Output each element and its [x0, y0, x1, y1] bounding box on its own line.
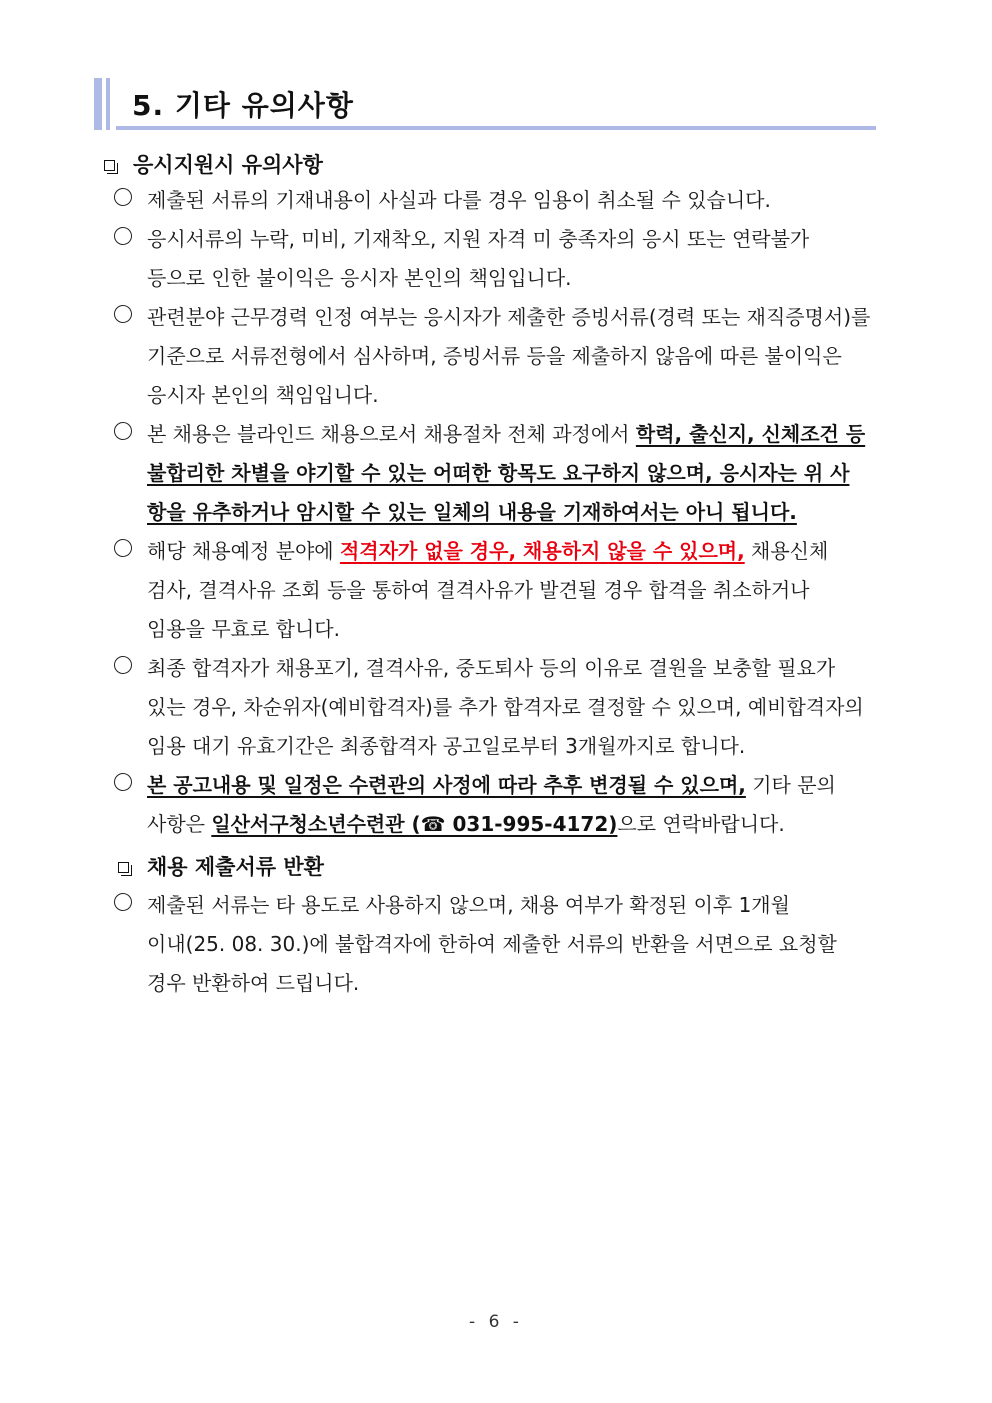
list-item-line — [147, 415, 865, 454]
checkbox-square-icon — [118, 862, 129, 873]
body-text: 관련분야 근무경력 인정 여부는 응시자가 제출한 증빙서류(경력 또는 재직증명서)를 — [147, 305, 871, 329]
body-text: 채용신체 — [744, 539, 829, 563]
emphasis-red-text: 적격자가 없을 경우, 채용하지 않을 수 있으며, — [339, 539, 745, 563]
body-text: 기준으로 서류전형에서 심사하며, 증빙서류 등을 제출하지 않음에 따른 불이익은 — [147, 344, 842, 368]
emphasis-bold-text: 본 공고내용 및 일정은 수련관의 사정에 따라 추후 변경될 수 있으며, — [147, 773, 746, 797]
list-item — [114, 220, 892, 298]
circle-bullet-icon — [114, 305, 132, 323]
body-text: 있는 경우, 차순위자(예비합격자)를 추가 합격자로 결정할 수 있으며, 예비합격자의 — [147, 695, 864, 719]
title-underline — [116, 126, 876, 130]
list-item — [114, 766, 892, 844]
list-item — [114, 415, 892, 532]
body-text: 으로 연락바랍니다. — [617, 812, 785, 836]
body-text: 등으로 인한 불이익은 응시자 본인의 책임입니다. — [147, 266, 572, 290]
list-item-line — [147, 766, 836, 805]
circle-bullet-icon — [114, 422, 132, 440]
list-item — [114, 532, 892, 649]
list-item-line — [147, 805, 785, 844]
list-item — [114, 298, 892, 415]
list-item-line — [147, 259, 572, 298]
list-item-line — [147, 337, 842, 376]
section-title-block — [94, 78, 876, 132]
body-text: 임용 대기 유효기간은 최종합격자 공고일로부터 3개월까지로 합니다. — [147, 734, 746, 758]
emphasis-bold-text: 학력, 출신지, 신체조건 등 — [635, 422, 866, 446]
list-item-line — [147, 493, 797, 532]
circle-bullet-icon — [114, 227, 132, 245]
page-title: 5. 기타 유의사항 — [132, 89, 354, 122]
list-item — [114, 181, 892, 220]
list-item-line — [147, 964, 359, 1003]
list-item-line — [147, 886, 790, 925]
body-text: 응시자 본인의 책임입니다. — [147, 383, 379, 407]
body-text: 최종 합격자가 채용포기, 결격사유, 중도퇴사 등의 이유로 결원을 보충할 필요가 — [147, 656, 836, 680]
checkbox-square-icon — [104, 160, 115, 171]
body-text: 경우 반환하여 드립니다. — [147, 971, 360, 995]
section-heading-document-return — [118, 851, 324, 881]
body-text: 임용을 무효로 합니다. — [147, 617, 340, 641]
body-text: 사항은 — [147, 812, 212, 836]
list-item-line — [147, 454, 849, 493]
circle-bullet-icon — [114, 539, 132, 557]
title-accent-bar-thin — [106, 78, 110, 130]
list-item-line — [147, 610, 340, 649]
circle-bullet-icon — [114, 188, 132, 206]
body-text: 본 채용은 블라인드 채용으로서 채용절차 전체 과정에서 — [147, 422, 636, 446]
section-heading-application-notes — [104, 149, 323, 179]
list-item-line — [147, 649, 835, 688]
list-item-line — [147, 571, 810, 610]
circle-bullet-icon — [114, 656, 132, 674]
body-text: 제출된 서류는 타 용도로 사용하지 않으며, 채용 여부가 확정된 이후 1개월 — [147, 893, 790, 917]
list-item — [114, 886, 892, 1003]
list-item-line — [147, 220, 809, 259]
list-item-line — [147, 376, 379, 415]
list-item-line — [147, 532, 828, 571]
body-text: 검사, 결격사유 조회 등을 통하여 결격사유가 발견될 경우 합격을 취소하거나 — [147, 578, 810, 602]
title-accent-bar — [94, 78, 102, 130]
section-heading-text: 채용 제출서류 반환 — [147, 855, 324, 879]
circle-bullet-icon — [114, 773, 132, 791]
body-text: 기타 문의 — [745, 773, 836, 797]
body-text: 이내(25. 08. 30.)에 불합격자에 한하여 제출한 서류의 반환을 서면으로 요청할 — [147, 932, 837, 956]
body-text: 응시서류의 누락, 미비, 기재착오, 지원 자격 미 충족자의 응시 또는 연락불가 — [147, 227, 810, 251]
circle-bullet-icon — [114, 893, 132, 911]
list-item-line — [147, 688, 864, 727]
emphasis-bold-text: 불합리한 차별을 야기할 수 있는 어떠한 항목도 요구하지 않으며, 응시자는 위 사 — [147, 461, 850, 485]
list-item-line — [147, 925, 837, 964]
body-text: 제출된 서류의 기재내용이 사실과 다를 경우 임용이 취소될 수 있습니다. — [147, 188, 771, 212]
list-item-line — [147, 298, 870, 337]
emphasis-bold-text: 일산서구청소년수련관 (☎ 031-995-4172) — [211, 812, 618, 836]
page-number: - 6 - — [469, 1312, 523, 1332]
list-item-line — [147, 181, 771, 220]
list-item — [114, 649, 892, 766]
emphasis-bold-text: 항을 유추하거나 암시할 수 있는 일체의 내용을 기재하여서는 아니 됩니다. — [147, 500, 797, 524]
body-text: 해당 채용예정 분야에 — [147, 539, 340, 563]
list-item-line — [147, 727, 745, 766]
section-heading-text: 응시지원시 유의사항 — [133, 153, 323, 177]
